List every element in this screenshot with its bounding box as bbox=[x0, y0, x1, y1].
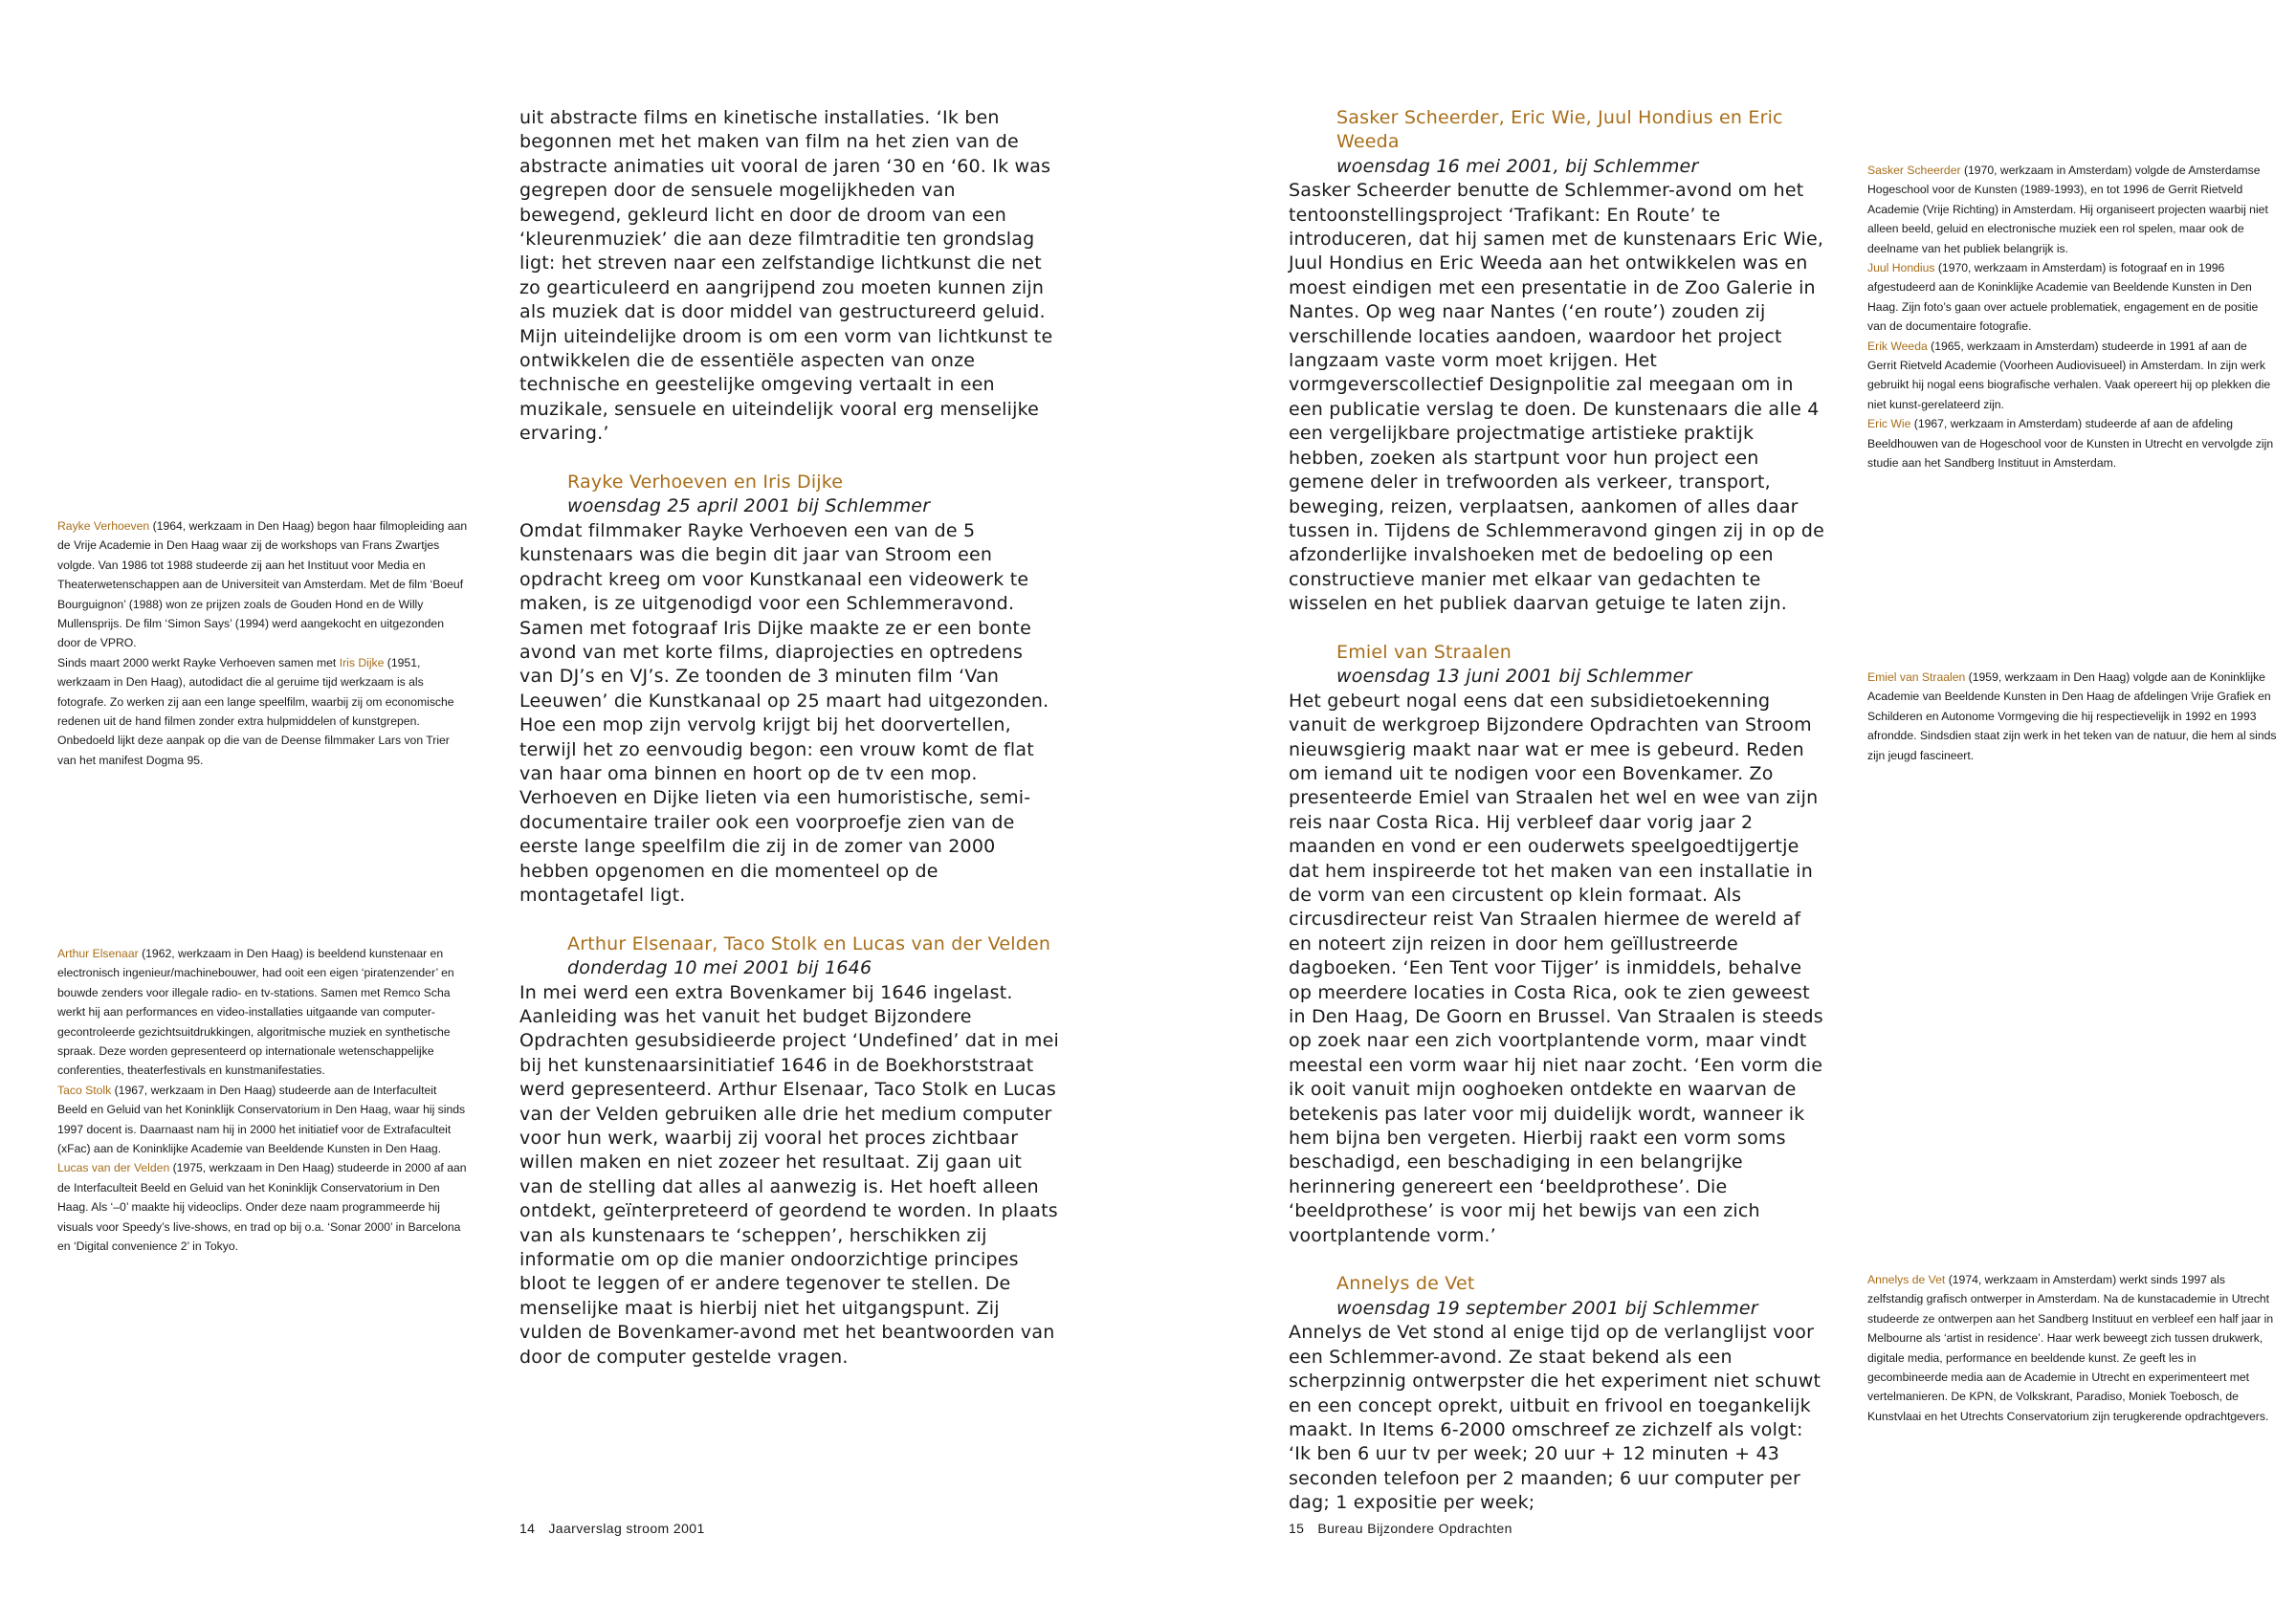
artist-name: Eric Wie bbox=[1867, 417, 1911, 431]
artist-name: Annelys de Vet bbox=[1867, 1273, 1946, 1286]
section-body: Annelys de Vet stond al enige tijd op de verlanglijst voor een Schlemmer-avond. Ze staat bekend als een scherpzinnig ontwerpster die het experiment niet schuwt en een concept oprekt, uitbuit en frivool en toegankelijk maakt. In Items 6-2000 omschreef ze zichzelf als volgt: ‘Ik ben 6 uur tv per week; 20 uur + 12 minuten + 43 seconden telefoon per 2 maanden; 6 uur computer per dag; 1 expositie per week; bbox=[1289, 1322, 1821, 1514]
section-date: woensdag 25 april 2001 bij Schlemmer bbox=[567, 495, 931, 517]
artist-name: Iris Dijke bbox=[339, 655, 385, 669]
artist-name: Sasker Scheerder bbox=[1867, 164, 1961, 177]
right-footer bbox=[1289, 1521, 1512, 1536]
left-footer bbox=[519, 1521, 705, 1536]
note-paragraph bbox=[57, 1081, 469, 1159]
left-main-column bbox=[519, 106, 1060, 1370]
note-paragraph bbox=[1867, 668, 2279, 765]
artist-name: Juul Hondius bbox=[1867, 261, 1935, 275]
artist-name: Lucas van der Velden bbox=[57, 1161, 170, 1175]
note-text: (1974, werkzaam in Amsterdam) werkt sinds 1997 als zelfstandig grafisch ontwerper in Amsterdam. Na de kunstacademie in Utrecht studeerde ze ontwerpen aan het Sandberg Instituut en verbleef een half jaar in Melbourne als ‘artist in residence’. Haar werk beweegt zich tussen drukwerk, digitale media, performance en beeldende kunst. Ze geeft les in gecombineerde media aan de Academie in Utrecht en experimenteert met vertelmanieren. De KPN, de Volkskrant, Paradiso, Moniek Toebosch, de Kunstvlaai en het Utrechts Conservatorium zijn terugkerende opdrachtgevers. bbox=[1867, 1273, 2274, 1423]
page-number: 14 bbox=[519, 1521, 536, 1536]
section-heading: Rayke Verhoeven en Iris Dijke bbox=[567, 472, 844, 493]
note-text: (1975, werkzaam in Den Haag) studeerde in 2000 af aan de Interfaculteit Beeld en Geluid van het Koninklijk Conservatorium in Den Haag. Als ‘–0’ maakte hij videoclips. Onder deze naam programmeerde hij visuals voor Speedy’s live-shows, en trad op bij o.a. ‘Sonar 2000’ in Barcelona en ‘Digital convenience 2’ in Tokyo. bbox=[57, 1161, 467, 1254]
artist-name: Emiel van Straalen bbox=[1867, 670, 1966, 684]
section-date: woensdag 16 mei 2001, bij Schlemmer bbox=[1336, 155, 1699, 177]
side-note-van-straalen bbox=[1867, 668, 2279, 765]
page-number: 15 bbox=[1289, 1521, 1305, 1536]
section-body: In mei werd een extra Bovenkamer bij 1646 ingelast. Aanleiding was het vanuit het budget Bijzondere Opdrachten gesubsidieerde project ‘Undefined’ dat in mei bij het kunstenaarsinitiatief 1646 in de Boekhorststraat werd gepresenteerd. Arthur Elsenaar, Taco Stolk en Lucas van der Velden gebruiken alle drie het medium computer voor hun werk, waarbij zij vooral het proces zichtbaar willen maken en niet zozeer het resultaat. Zij gaan uit van de stelling dat alles al aanwezig is. Het hoeft alleen ontdekt, geïnterpreteerd of geordend te worden. In plaats van als kunstenaars te ‘scheppen’, herschikken zij informatie om op die manier ondoorzichtige principes bloot te leggen of er andere tegenover te stellen. De menselijke maat is hierbij niet het uitgangspunt. Zij vulden de Bovenkamer-avond met het beantwoorden van door de computer gestelde vragen. bbox=[519, 981, 1059, 1368]
note-paragraph bbox=[1867, 258, 2279, 337]
section-body: Sasker Scheerder benutte de Schlemmer-avond om het tentoonstellingsproject ‘Trafikant: En Route’ te introduceren, dat hij samen met de kunstenaars Eric Wie, Juul Hondius en Eric Weeda aan het ontwikkelen was en moest eindigen met een presentatie in de Zoo Galerie in Nantes. Op weg naar Nantes (‘en route’) zouden zij verschillende locaties aandoen, waardoor het project langzaam vaste vorm moet krijgen. Het vormgeverscollectief Designpolitie zal meegaan om in een publicatie verslag te doen. De kunstenaars die alle 4 een vergelijkbare projectmatige artistieke praktijk hebben, zoeken als startpunt voor hun project een gemene deler in trefwoorden als verkeer, transport, beweging, reizen, verplaatsen, aankomen of alles daar tussen in. Tijdens de Schlemmeravond gingen zij in op de afzonderlijke invalshoeken met de bedoeling op een constructieve manier met elkaar van gedachten te wisselen en het publiek daarvan getuige te laten zijn. bbox=[1289, 180, 1825, 615]
section-heading: Emiel van Straalen bbox=[1336, 641, 1512, 663]
artist-name: Rayke Verhoeven bbox=[57, 519, 150, 533]
note-paragraph bbox=[57, 1158, 469, 1256]
artist-name: Arthur Elsenaar bbox=[57, 947, 139, 960]
note-paragraph bbox=[57, 653, 469, 770]
section-heading: Annelys de Vet bbox=[1336, 1273, 1475, 1295]
note-text: (1959, werkzaam in Den Haag) volgde aan de Koninklijke Academie van Beeldende Kunsten in Den Haag de afdelingen Vrije Grafiek en Schilderen en Autonome Vormgeving die hij respectievelijk in 1992 en 1993 afrondde. Sindsdien staat zijn werk in het teken van de natuur, die hem al sinds zijn jeugd fascineert. bbox=[1867, 670, 2277, 762]
side-note-de-vet bbox=[1867, 1270, 2279, 1426]
section-date: woensdag 19 september 2001 bij Schlemmer bbox=[1336, 1297, 1758, 1319]
note-paragraph bbox=[1867, 337, 2279, 415]
artist-name: Taco Stolk bbox=[57, 1083, 112, 1097]
section-heading: Sasker Scheerder, Eric Wie, Juul Hondius en Eric Weeda bbox=[1336, 107, 1783, 153]
note-paragraph bbox=[1867, 161, 2279, 258]
note-text: (1962, werkzaam in Den Haag) is beeldend kunstenaar en electronisch ingenieur/machinebouwer, had ooit een eigen ‘piratenzender’ en bouwde zenders voor illegale radio- en tv-stations. Samen met Remco Scha werkt hij aan performances en video-installaties uitgaande van computer-gecontroleerde gezichtsuitdrukkingen, algoritmische muziek en synthetische spraak. Deze worden gepresenteerd op internationale wetenschappelijke conferenties, theaterfestivals en kunstmanifestaties. bbox=[57, 947, 454, 1078]
side-note-verhoeven-dijke bbox=[57, 516, 469, 770]
note-paragraph bbox=[1867, 1270, 2279, 1426]
note-paragraph bbox=[1867, 414, 2279, 472]
side-note-trafikant-artists bbox=[1867, 161, 2279, 473]
section-body: Het gebeurt nogal eens dat een subsidietoekenning vanuit de werkgroep Bijzondere Opdrachten van Stroom nieuwsgierig maakt naar wat er mee is gebeurd. Reden om iemand uit te nodigen voor een Bovenkamer. Zo presenteerde Emiel van Straalen het wel en wee van zijn reis naar Costa Rica. Hij verbleef daar vorig jaar 2 maanden en vond er een ouderwets speelgoedtijgertje dat hem inspireerde tot het maken van een installatie in de vorm van een circustent op klein formaat. Als circusdirecteur reist Van Straalen hiermee de wereld af en noteert zijn reizen in door hem geïllustreerde dagboeken. ‘Een Tent voor Tijger’ is inmiddels, behalve op meerdere locaties in Costa Rica, ook te zien geweest in Den Haag, De Goorn en Brussel. Van Straalen is steeds op zoek naar een zich voortplantende vorm, maar vindt meestal een vorm waar hij niet naar zocht. ‘Een vorm die ik ooit vanuit mijn ooghoeken ontdekte en waarvan de betekenis pas later voor mij duidelijk wordt, wanneer ik hem bijna ben vergeten. Hierbij raakt een vorm soms beschadigd, een beschadiging in een belangrijke herinnering genereert een ‘beeldprothese’. Die ‘beeldprothese’ is voor mij het bewijs van een zich voortplantende vorm.’ bbox=[1289, 690, 1823, 1246]
note-text: (1965, werkzaam in Amsterdam) studeerde in 1991 af aan de Gerrit Rietveld Academie (Voorheen Audiovisueel) in Amsterdam. In zijn werk gebruikt hij nogal eens biografische verhalen. Vaak opereert hij op plekken die niet kunst-gerelateerd zijn. bbox=[1867, 339, 2271, 411]
note-text: (1967, werkzaam in Den Haag) studeerde aan de Interfaculteit Beeld en Geluid van het Koninklijk Conservatorium in Den Haag, waar hij sinds 1997 docent is. Daarnaast nam hij in 2000 het initiatief voor de Extrafaculteit (xFac) aan de Koninklijke Academie van Beeldende Kunsten in Den Haag. bbox=[57, 1083, 466, 1156]
note-text: Sinds maart 2000 werkt Rayke Verhoeven samen met bbox=[57, 655, 340, 669]
section-date: woensdag 13 juni 2001 bij Schlemmer bbox=[1336, 666, 1692, 688]
note-text: (1967, werkzaam in Amsterdam) studeerde af aan de afdeling Beeldhouwen van de Hogeschool voor de Kunsten in Utrecht en vervolgde zijn studie aan het Sandberg Instituut in Amsterdam. bbox=[1867, 417, 2274, 471]
section-heading: Arthur Elsenaar, Taco Stolk en Lucas van der Velden bbox=[567, 932, 1051, 954]
side-note-elsenaar-stolk-velden bbox=[57, 944, 469, 1257]
section-date: donderdag 10 mei 2001 bij 1646 bbox=[567, 957, 872, 979]
running-title: Bureau Bijzondere Opdrachten bbox=[1317, 1521, 1512, 1536]
note-text: (1970, werkzaam in Amsterdam) is fotograaf en in 1996 afgestudeerd aan de Koninklijke Academie van Beeldende Kunsten in Den Haag. Zijn foto’s gaan over actuele problematiek, engagement en de positie van de documentaire fotografie. bbox=[1867, 261, 2259, 334]
note-text: (1951, werkzaam in Den Haag), autodidact die al geruime tijd werkzaam is als fotografe. Zo werken zij aan een lange speelfilm, waarbij zij om economische redenen uit de hand filmen zonder extra hulpmiddelen of kunstgrepen. Onbedoeld lijkt deze aanpak op die van de Deense filmmaker Lars von Trier van het manifest Dogma 95. bbox=[57, 655, 454, 767]
running-title: Jaarverslag stroom 2001 bbox=[548, 1521, 705, 1536]
note-text: (1970, werkzaam in Amsterdam) volgde de Amsterdamse Hogeschool voor de Kunsten (1989-1993), en tot 1996 de Gerrit Rietveld Academie (Vrije Richting) in Amsterdam. Hij organiseert projecten waarbij niet alleen beeld, geluid en electronische muziek een rol spelen, maar ook de deelname van het publiek belangrijk is. bbox=[1867, 164, 2268, 255]
right-main-column bbox=[1289, 106, 1829, 1516]
note-text: (1964, werkzaam in Den Haag) begon haar filmopleiding aan de Vrije Academie in Den Haag waar zij de workshops van Frans Zwartjes volgde. Van 1986 tot 1988 studeerde zij aan het Instituut voor Media en Theaterwetenschappen aan de Universiteit van Amsterdam. Met de film ‘Boeuf Bourguignon’ (1988) won ze prijzen zoals de Gouden Hond en de Willy Mullensprijs. De film ‘Simon Says’ (1994) werd aangekocht en uitgezonden door de VPRO. bbox=[57, 519, 468, 650]
note-paragraph bbox=[57, 944, 469, 1081]
intro-paragraph: uit abstracte films en kinetische installaties. ‘Ik ben begonnen met het maken van film na het zien van de abstracte animaties uit vooral de jaren ‘30 en ‘60. Ik was gegrepen door de sensuele mogelijkheden van bewegend, gekleurd licht en door de droom van een ‘kleurenmuziek’ die aan deze filmtraditie ten grondslag ligt: het streven naar een zelfstandige lichtkunst die net zo gearticuleerd en aangrijpend zou moeten kunnen zijn als muziek dat is door middel van gestructureerd geluid. Mijn uiteindelijke droom is om een vorm van lichtkunst te ontwikkelen die de essentiële aspecten van onze technische en geestelijke omgeving vertaalt in een muzikale, sensuele en uiteindelijk vooral erg menselijke ervaring.’ bbox=[519, 107, 1053, 445]
note-paragraph bbox=[57, 516, 469, 653]
artist-name: Erik Weeda bbox=[1867, 339, 1928, 353]
section-body: Omdat filmmaker Rayke Verhoeven een van de 5 kunstenaars was die begin dit jaar van Stroom een opdracht kreeg om voor Kunstkanaal een videowerk te maken, is ze uitgenodigd voor een Schlemmeravond. Samen met fotograaf Iris Dijke maakte ze er een bonte avond van met korte films, diaprojecties en optredens van DJ’s en VJ’s. Ze toonden de 3 minuten film ‘Van Leeuwen’ die Kunstkanaal op 25 maart had uitgezonden. Hoe een mop zijn vervolg krijgt bij het doorvertellen, terwijl het zo eenvoudig begon: een vrouw komt de flat van haar oma binnen en hoort op de tv een mop. Verhoeven en Dijke lieten via een humoristische, semi-documentaire trailer ook een voorproefje zien van de eerste lange speelfilm die zij in de zomer van 2000 hebben opgenomen en die momenteel op de montagetafel ligt. bbox=[519, 519, 1049, 906]
